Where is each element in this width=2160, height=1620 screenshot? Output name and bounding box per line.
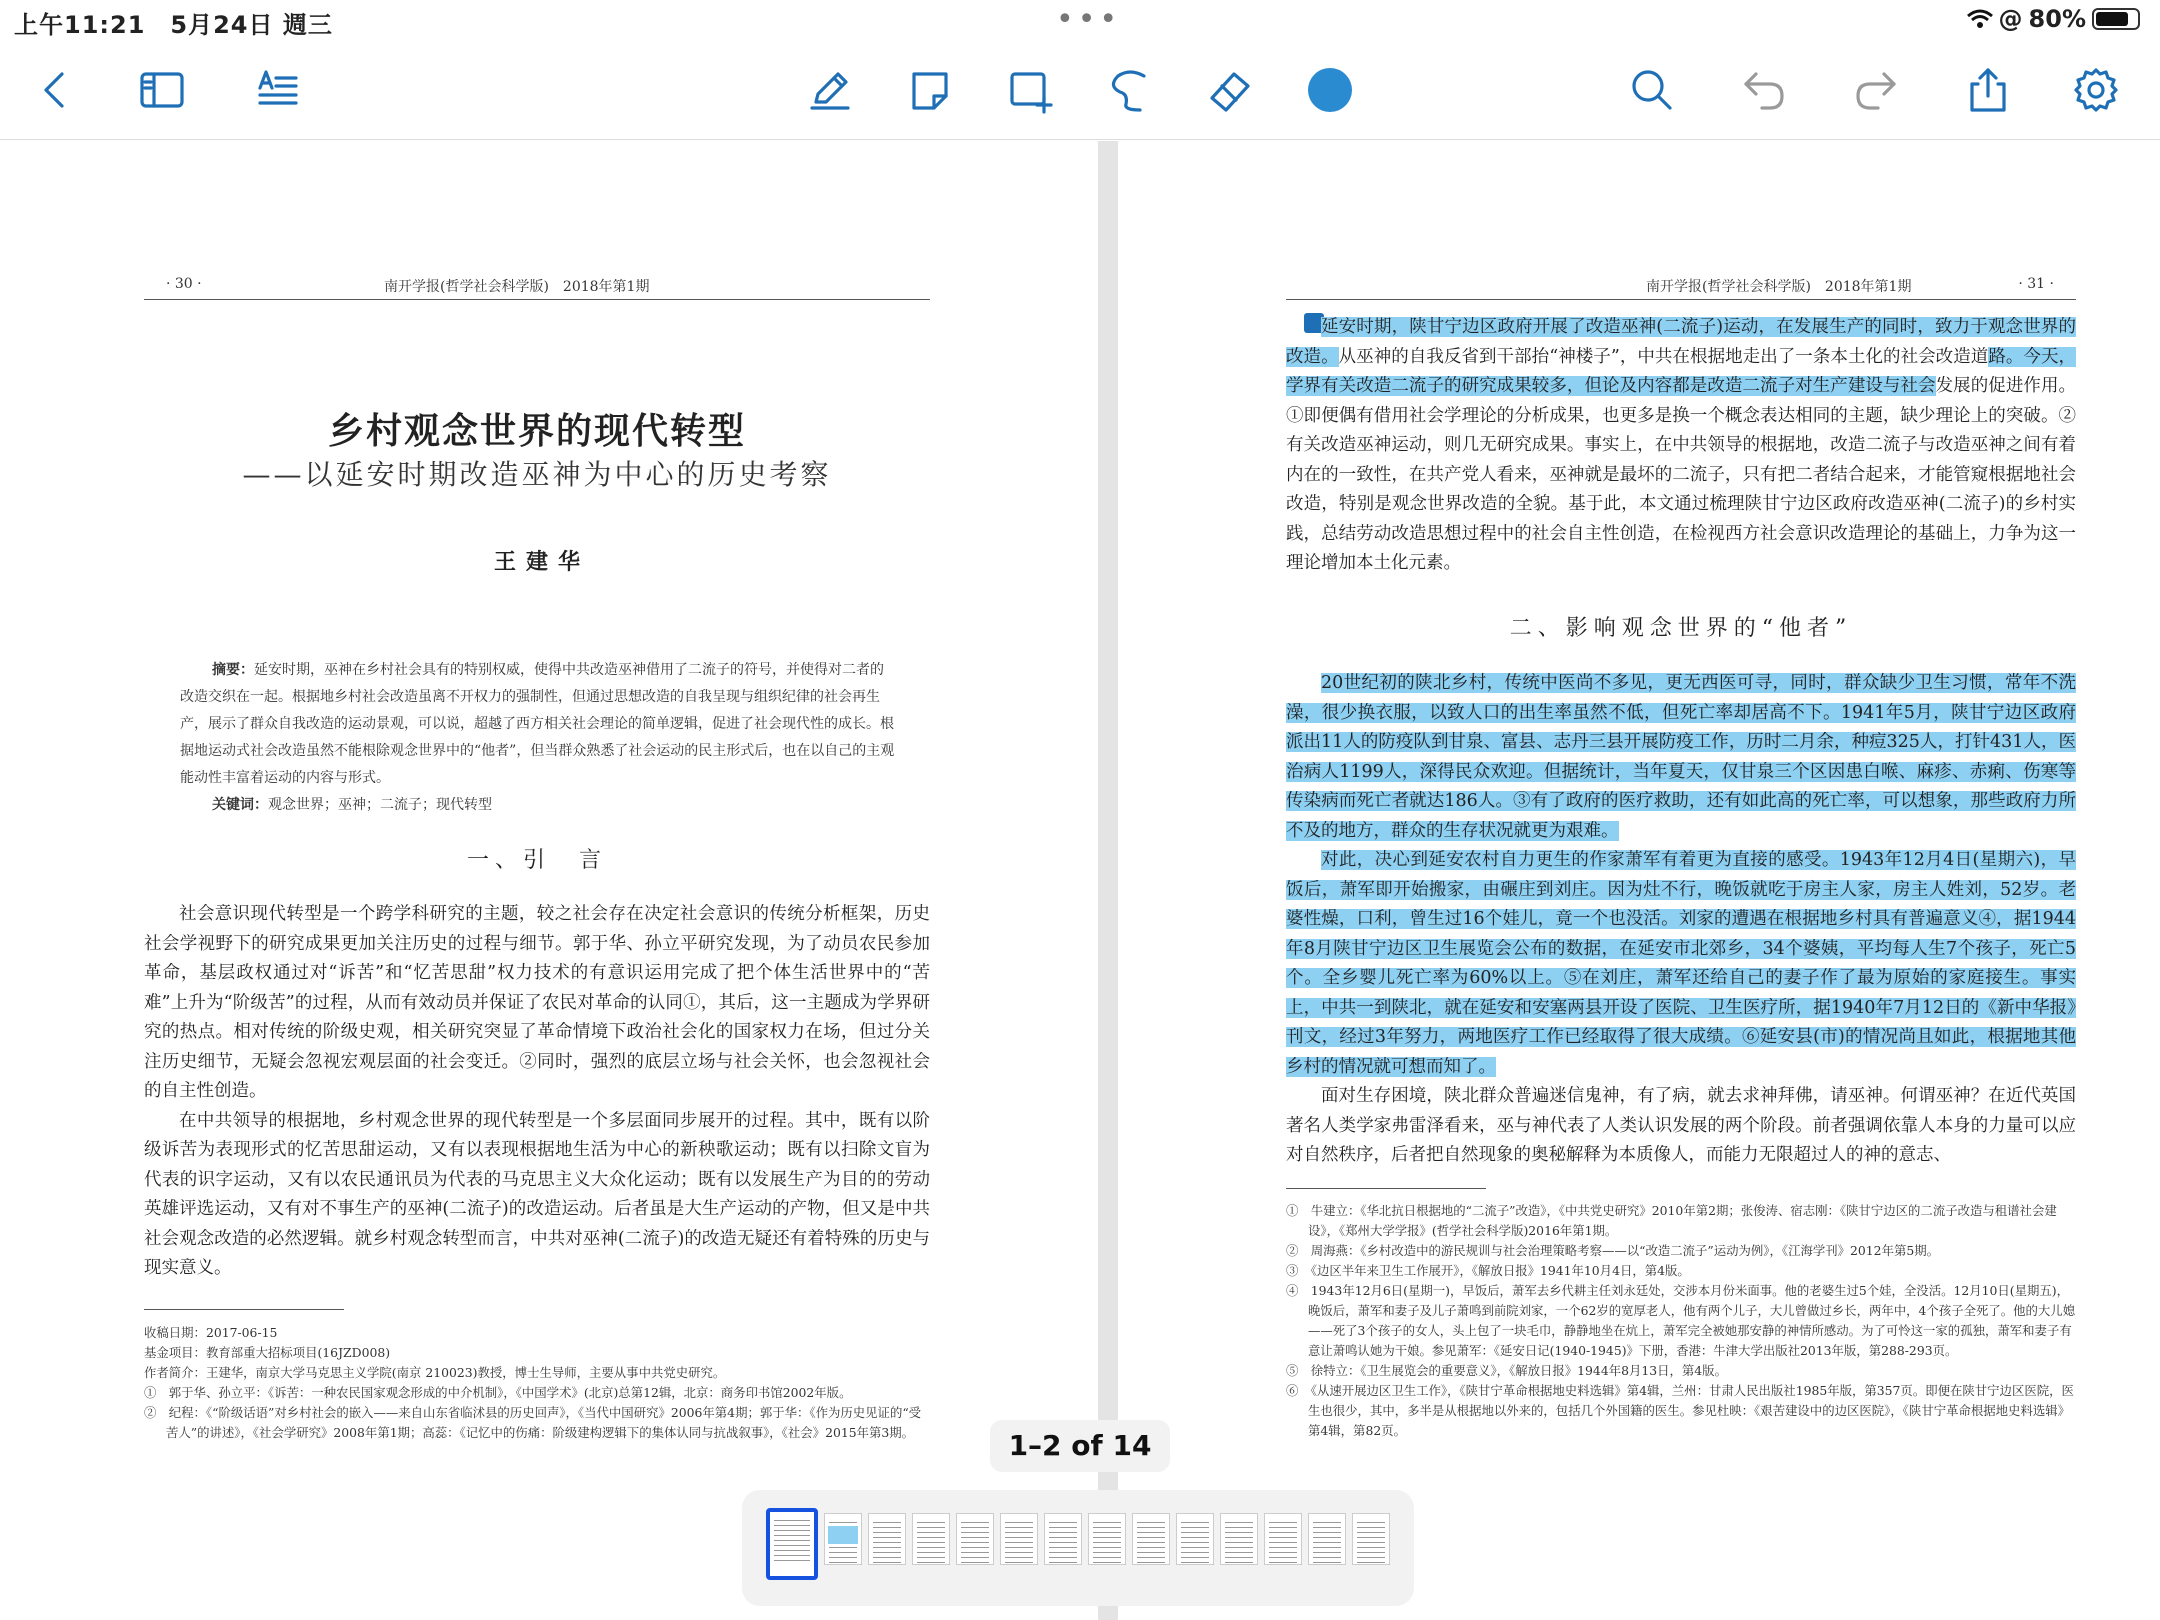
redo-button[interactable] [1846,60,1906,120]
thumbnail-line [873,1547,901,1548]
thumbnail-line [1093,1547,1121,1548]
thumbnail-line [1005,1557,1033,1558]
thumbnail-line [1093,1562,1121,1563]
settings-icon [2070,64,2122,116]
thumbnail-line [1005,1542,1033,1543]
thumbnail-line [1137,1522,1165,1523]
page-31[interactable] [1118,141,2160,1620]
thumbnail-line [1269,1557,1297,1558]
eraser-icon [1204,64,1256,116]
thumbnail-line [1269,1537,1297,1538]
thumbnail-line [1357,1527,1385,1528]
page-number: · 31 · [2018,276,2054,292]
thumbnail-strip[interactable] [742,1490,1414,1606]
thumbnail-line [1049,1552,1077,1553]
thumbnail-line [1049,1532,1077,1533]
thumbnail-line [1313,1527,1341,1528]
thumbnail-line [1005,1547,1033,1548]
paragraph-text: 发展的促进作用。①即便偶有借用社会学理论的分析成果，也更多是换一个概念表达相同的主题，缺少理论上的突破。②有关改造巫神运动，则几无研究成果。事实上，在中共领导的根据地，改造二流子与改造巫神之间有着内在的一致性，在共产党人看来，巫神就是最坏的二流子，只有把二者结合起来，才能管窥根据地社会改造，特别是观念世界改造的全貌。基于此，本文通过梳理陕甘宁边区政府改造巫神(二流子)的乡村实践，总结劳动改造思想过程中的社会自主性创造，在检视西方社会意识改造理论的基础上，力争为这一理论增加本土化元素。 [1286,376,2077,573]
thumbnail-line [1269,1527,1297,1528]
page-thumbnail[interactable] [1088,1513,1126,1565]
orientation-lock-icon: @ [1998,5,2023,33]
wifi-icon [1967,8,1993,30]
thumbnail-line [1357,1562,1385,1563]
thumbnail-line [961,1562,989,1563]
page-thumbnail[interactable] [956,1513,994,1565]
page-gutter [1098,141,1118,1620]
thumbnail-line [1357,1552,1385,1553]
add-box-icon [1004,64,1056,116]
paragraph-text: 从巫神的自我反省到干部抬“神楼子”，中共在根据地走出了一条本土化的社会改造道 [1338,346,1989,367]
running-header [144,276,930,300]
received-date: 收稿日期：2017-06-15 [144,1325,278,1340]
keywords-label: 关键词： [212,797,268,813]
thumbnail-line [1225,1547,1253,1548]
thumbnail-line [1005,1532,1033,1533]
thumbnail-line [1225,1532,1253,1533]
thumbnail-line [1181,1537,1209,1538]
page-thumbnail[interactable] [1132,1513,1170,1565]
thumbnail-line [873,1552,901,1553]
thumbnail-line [873,1537,901,1538]
footnote: ② 纪程：《“阶级话语”对乡村社会的嵌入——来自山东省临沭县的历史回声》，《当代中国研究》2006年第4期；郭于华：《作为历史见证的“受苦人”的讲述》，《社会学研究》2008年第1期；高蕊：《记忆中的伤痛：阶级建构逻辑下的集体认同与抗战叙事》，《社会》2015年第3期。 [144,1405,922,1440]
thumbnail-line [1269,1542,1297,1543]
share-button[interactable] [1958,60,2018,120]
thumbnail-line [873,1542,901,1543]
thumbnail-line [1181,1532,1209,1533]
pen-tool[interactable] [800,60,860,120]
thumbnail-line [1313,1542,1341,1543]
outline-icon [252,64,304,116]
pen-icon [804,64,856,116]
abstract-text: 延安时期，巫神在乡村社会具有的特别权威，使得中共改造巫神借用了二流子的符号，并使得对二者的改造交织在一起。根据地乡村社会改造虽离不开权力的强制性，但通过思想改造的自我呈现与组织纪律的社会再生产，展示了群众自我改造的运动景观，可以说，超越了西方相关社会理论的简单逻辑，促进了社会现代性的成长。根据地运动式社会改造虽然不能根除观念世界中的“他者”，但当群众熟悉了社会运动的民主形式后，也在以自己的主观能动性丰富着运动的内容与形式。 [180,662,895,786]
thumbnail-line [1093,1522,1121,1523]
thumbnail-line [1225,1562,1253,1563]
thumbnail-line [774,1550,810,1551]
section-heading: 二、影响观念世界的“他者” [1509,616,1853,641]
footnote: ④ 1943年12月6日(星期一)，早饭后，萧军去乡代耕主任刘永廷处，交涉本月份米面事。他的老婆生过5个娃，全没活。12月10日(星期五)，晚饭后，萧军和妻子及儿子萧鸣到前院刘家，一个62岁的宽厚老人，他有两个儿子，大儿曾做过乡长，两年中，4个孩子全死了。他的大儿媳——死了3个孩子的女人，头上包了一块毛巾，静静地坐在炕上，萧军完全被她那安静的神情所感动。为了可怜这一家的孤独，萧军和妻子有意让萧鸣认她为干娘。参见萧军：《延安日记(1940-1945)》下册，香港：牛津大学出版社2013年版，第288-293页。 [1286,1283,2076,1358]
lasso-icon [1104,64,1156,116]
thumbnail-line [1049,1562,1077,1563]
abstract-label: 摘要： [212,662,254,678]
thumbnail-line [1137,1562,1165,1563]
thumbnail-line [873,1557,901,1558]
eraser-tool[interactable] [1200,60,1260,120]
thumbnail-line [961,1557,989,1558]
toolbar [0,40,2160,140]
thumbnail-line [1181,1552,1209,1553]
body-text-2 [1286,669,2076,1171]
thumbnail-line [1313,1557,1341,1558]
thumbnail-line [1357,1542,1385,1543]
highlighted-text[interactable]: 对此，决心到延安农村自力更生的作家萧军有着更为直接的感受。1943年12月4日(星期六)，早饭后，萧军即开始搬家，由碾庄到刘庄。因为灶不行，晚饭就吃于房主人家，房主人姓刘，52岁。老婆性燥，口利，曾生过16个娃儿，竟一个也没活。刘家的遭遇在根据地乡村具有普遍意义④，据1944年8月陕甘宁边区卫生展览会公布的数据，在延安市北郊乡，34个婆姨，平均每人生7个孩子，死亡5个。全乡婴儿死亡率为60%以上。⑤在刘庄，萧军还给自己的妻子作了最为原始的家庭接生。事实上，中共一到陕北，就在延安和安塞两县开设了医院、卫生医疗所，据1940年7月12日的《新中华报》刊文，经过3年努力，两地医疗工作已经取得了很大成绩。⑥延安县(市)的情况尚且如此，根据地其他乡村的情况就可想而知了。 [1286,850,2076,1077]
thumbnail-line [917,1547,945,1548]
thumbnail-line [1181,1562,1209,1563]
abstract [180,657,896,819]
thumbnail-line [1181,1542,1209,1543]
lasso-tool[interactable] [1100,60,1160,120]
thumbnail-line [1137,1557,1165,1558]
paragraph: 在中共领导的根据地，乡村观念世界的现代转型是一个多层面同步展开的过程。其中，既有以阶级诉苦为表现形式的忆苦思甜运动，又有以表现根据地生活为中心的新秧歌运动；既有以扫除文盲为代表的识字运动，又有以农民通讯员为代表的马克思主义大众化运动；既有以发展生产为目的的劳动英雄评选运动，又有对不事生产的巫神(二流子)的改造运动。后者虽是大生产运动的产物，但又是中共社会观念改造的必然逻辑。就乡村观念转型而言，中共对巫神(二流子)的改造无疑还有着特殊的历史与现实意义。 [144,1110,930,1278]
thumbnail-line [1005,1522,1033,1523]
note-icon [904,64,956,116]
highlighted-text[interactable]: 延安时期，陕甘宁边区政府开展了改造巫神(二流子)运动，在发展生产的同时，致力于观念世界的改造。 [1286,317,2076,367]
search-button[interactable] [1622,60,1682,120]
thumbnail-line [1093,1532,1121,1533]
thumbnail-line [1269,1522,1297,1523]
add-box-tool[interactable] [1000,60,1060,120]
footnotes [1286,1201,2076,1441]
status-bar [0,0,2160,38]
thumbnail-line [917,1532,945,1533]
thumbnail-line [829,1552,857,1553]
thumbnail-line [1225,1527,1253,1528]
page-thumbnail[interactable] [868,1513,906,1565]
thumbnail-line [774,1520,810,1521]
note-tool[interactable] [900,60,960,120]
page-thumbnail[interactable] [912,1513,950,1565]
page-thumbnail[interactable] [1000,1513,1038,1565]
settings-button[interactable] [2066,60,2126,120]
document-viewer[interactable] [0,141,2160,1620]
thumbnail-line [774,1560,810,1561]
footnote: ③ 《边区半年来卫生工作展开》，《解放日报》1941年10月4日，第4版。 [1286,1263,1690,1278]
keywords-text: 观念世界；巫神；二流子；现代转型 [268,797,492,813]
thumbnail-line [917,1522,945,1523]
body-text [144,900,930,1284]
footnote-rule [144,1309,344,1310]
page-indicator: 1–2 of 14 [990,1420,1170,1472]
thumbnail-line [1137,1527,1165,1528]
thumbnail-line [1049,1557,1077,1558]
thumbnail-line [1181,1547,1209,1548]
page-thumbnail[interactable] [766,1508,818,1580]
thumbnail-line [1225,1522,1253,1523]
thumbnail-line [1225,1542,1253,1543]
thumbnail-line [774,1555,810,1556]
back-button[interactable] [26,60,86,120]
thumbnail-line [917,1542,945,1543]
battery-percent: 80% [2028,5,2086,33]
footnote: ① 郭于华、孙立平：《诉苦：一种农民国家观念形成的中介机制》，《中国学术》(北京)总第12辑，北京：商务印书馆2002年版。 [144,1385,852,1400]
article-title: 乡村观念世界的现代转型 [327,410,746,452]
thumbnail-highlight [828,1526,858,1544]
journal-name: 南开学报(哲学社会科学版) 2018年第1期 [384,279,650,295]
thumbnail-line [1313,1547,1341,1548]
thumbnail-line [1357,1557,1385,1558]
page-thumbnail[interactable] [1308,1513,1346,1565]
thumbnail-line [917,1557,945,1558]
thumbnail-line [774,1530,810,1531]
thumbnail-line [1225,1552,1253,1553]
thumbnail-line [774,1545,810,1546]
multitask-dots-icon[interactable]: ••• [1056,2,1122,37]
thumbnail-line [1313,1522,1341,1523]
footnote-rule [1286,1188,1486,1189]
footnote: ⑤ 徐特立：《卫生展览会的重要意义》，《解放日报》1944年8月13日，第4版。 [1286,1363,1727,1378]
thumbnail-line [917,1537,945,1538]
thumbnail-line [873,1522,901,1523]
page-thumbnail[interactable] [1176,1513,1214,1565]
thumbnail-line [1225,1537,1253,1538]
thumbnail-line [829,1557,857,1558]
page-30[interactable] [0,141,1098,1620]
back-icon [30,64,82,116]
thumbnail-line [1093,1552,1121,1553]
footnotes [144,1323,930,1443]
thumbnail-line [829,1522,857,1523]
thumbnail-line [1005,1552,1033,1553]
thumbnail-line [873,1532,901,1533]
thumbnail-line [829,1562,857,1563]
thumbnail-line [1269,1547,1297,1548]
journal-name: 南开学报(哲学社会科学版) 2018年第1期 [1646,279,1912,295]
page-number: · 30 · [166,276,202,292]
thumbnail-line [1357,1522,1385,1523]
running-header [1286,276,2076,300]
thumbnail-line [917,1552,945,1553]
thumbnail-line [1181,1522,1209,1523]
thumbnail-line [1225,1557,1253,1558]
thumbnail-line [774,1540,810,1541]
thumbnail-line [1313,1532,1341,1533]
outline-button[interactable] [248,60,308,120]
thumbnail-line [1137,1542,1165,1543]
thumbnail-line [1181,1557,1209,1558]
thumbnail-line [1137,1537,1165,1538]
thumbnail-line [1313,1562,1341,1563]
thumbnail-line [961,1522,989,1523]
thumbnail-line [1049,1527,1077,1528]
section-heading: 一、引 言 [466,848,607,873]
page-thumbnail[interactable] [1264,1513,1302,1565]
thumbnail-line [1005,1562,1033,1563]
undo-button[interactable] [1734,60,1794,120]
thumbnail-line [1357,1532,1385,1533]
page-thumbnail[interactable] [824,1513,862,1565]
search-icon [1626,64,1678,116]
paragraph: 面对生存困境，陕北群众普遍迷信鬼神，有了病，就去求神拜佛，请巫神。何谓巫神？在近代英国著名人类学家弗雷泽看来，巫与神代表了人类认识发展的两个阶段。前者强调依靠人本身的力量可以应对自然秩序，后者把自然现象的奥秘解释为本质像人，而能力无限超过人的神的意志、 [1286,1086,2076,1165]
footnote: ② 周海燕：《乡村改造中的游民规训与社会治理策略考察——以“改造二流子”运动为例》，《江海学刊》2012年第5期。 [1286,1243,1940,1258]
thumbnail-line [1005,1537,1033,1538]
thumbnail-line [961,1527,989,1528]
undo-icon [1738,64,1790,116]
thumbnail-line [1269,1562,1297,1563]
thumbnail-line [1137,1552,1165,1553]
thumbnail-line [774,1535,810,1536]
page-thumbnail[interactable] [1044,1513,1082,1565]
thumbnail-line [961,1532,989,1533]
thumbnail-line [961,1552,989,1553]
thumbnail-line [1093,1527,1121,1528]
thumbnail-line [829,1547,857,1548]
thumbnail-line [1093,1537,1121,1538]
color-picker[interactable] [1300,60,1360,120]
footnote: ⑥ 《从速开展边区卫生工作》，《陕甘宁革命根据地史料选辑》第4辑，兰州：甘肃人民出版社1985年版，第357页。即便在陕甘宁边区医院，医生也很少，其中，多半是从根据地以外来的，包括几个外国籍的医生。参见杜映：《艰苦建设中的边区医院》，《陕甘宁革命根据地史料选辑》第4辑，第82页。 [1286,1383,2074,1438]
sidebar-icon [136,64,188,116]
article-subtitle: ——以延安时期改造巫神为中心的历史考察 [242,458,832,491]
thumbnail-line [1049,1537,1077,1538]
thumbnail-line [961,1547,989,1548]
thumbnail-line [1005,1527,1033,1528]
share-icon [1962,64,2014,116]
thumbnail-line [961,1537,989,1538]
thumbnail-line [1049,1542,1077,1543]
thumbnail-line [1181,1527,1209,1528]
thumbnail-line [1093,1542,1121,1543]
thumbnail-line [873,1562,901,1563]
author-name: 王建华 [494,549,591,575]
sidebar-button[interactable] [132,60,192,120]
thumbnail-line [917,1527,945,1528]
redo-icon [1850,64,1902,116]
highlighted-text[interactable]: 20世纪初的陕北乡村，传统中医尚不多见，更无西医可寻，同时，群众缺少卫生习惯，常年不洗澡，很少换衣服，以致人口的出生率虽然不低，但死亡率却居高不下。1941年5月，陕甘宁边区政府派出11人的防疫队到甘泉、富县、志丹三县开展防疫工作，历时二月余，种痘325人，打针431人，医治病人1199人，深得民众欢迎。但据统计，当年夏天，仅甘泉三个区因患白喉、麻疹、赤痢、伤寒等传染病而死亡者就达186人。③有了政府的医疗救助，还有如此高的死亡率，可以想象，那些政府力所不及的地方，群众的生存状况就更为艰难。 [1286,673,2076,841]
thumbnail-line [1269,1552,1297,1553]
thumbnail-line [917,1562,945,1563]
thumbnail-line [961,1542,989,1543]
thumbnail-line [1313,1537,1341,1538]
highlighted-text[interactable]: 路。今天，学界有关改造二流子的研究成果较多，但论及内容都是改造二流子对生产建设与社会 [1286,346,2076,396]
body-text [1286,313,2076,579]
thumbnail-line [1137,1532,1165,1533]
thumbnail-line [1269,1532,1297,1533]
footnote: ① 牛建立：《华北抗日根据地的“二流子”改造》，《中共党史研究》2010年第2期；张俊涛、宿志刚：《陕甘宁边区的二流子改造与租谱社会建设》，《郑州大学学报》(哲学社会科学版)2016年第1期。 [1286,1203,2057,1238]
thumbnail-line [1313,1552,1341,1553]
thumbnail-line [873,1527,901,1528]
thumbnail-line [1357,1537,1385,1538]
thumbnail-line [774,1525,810,1526]
color-icon [1304,64,1356,116]
battery-icon [2092,8,2140,30]
thumbnail-line [1137,1547,1165,1548]
status-right [1967,5,2140,33]
thumbnail-line [1049,1522,1077,1523]
paragraph: 社会意识现代转型是一个跨学科研究的主题，较之社会存在决定社会意识的传统分析框架，历史社会学视野下的研究成果更加关注历史的过程与细节。郭于华、孙立平研究发现，为了动员农民参加革命，基层政权通过对“诉苦”和“忆苦思甜”权力技术的有意识运用完成了把个体生活世界中的“苦难”上升为“阶级苦”的过程，从而有效动员并保证了农民对革命的认同①，其后，这一主题成为学界研究的热点。相对传统的阶级史观，相关研究突显了革命情境下政治社会化的国家权力在场，但过分关注历史细节，无疑会忽视宏观层面的社会变迁。②同时，强烈的底层立场与社会关怀，也会忽视社会的自主性创造。 [144,904,930,1101]
fund-info: 基金项目：教育部重大招标项目(16JZD008) [144,1345,391,1360]
author-bio: 作者简介：王建华，南京大学马克思主义学院(南京 210023)教授，博士生导师，主要从事中共党史研究。 [144,1365,726,1380]
status-time: 上午11:21 5月24日 週三 [14,11,333,39]
page-thumbnail[interactable] [1352,1513,1390,1565]
thumbnail-line [1357,1547,1385,1548]
page-thumbnail[interactable] [1220,1513,1258,1565]
thumbnail-line [1093,1557,1121,1558]
thumbnail-line [1049,1547,1077,1548]
